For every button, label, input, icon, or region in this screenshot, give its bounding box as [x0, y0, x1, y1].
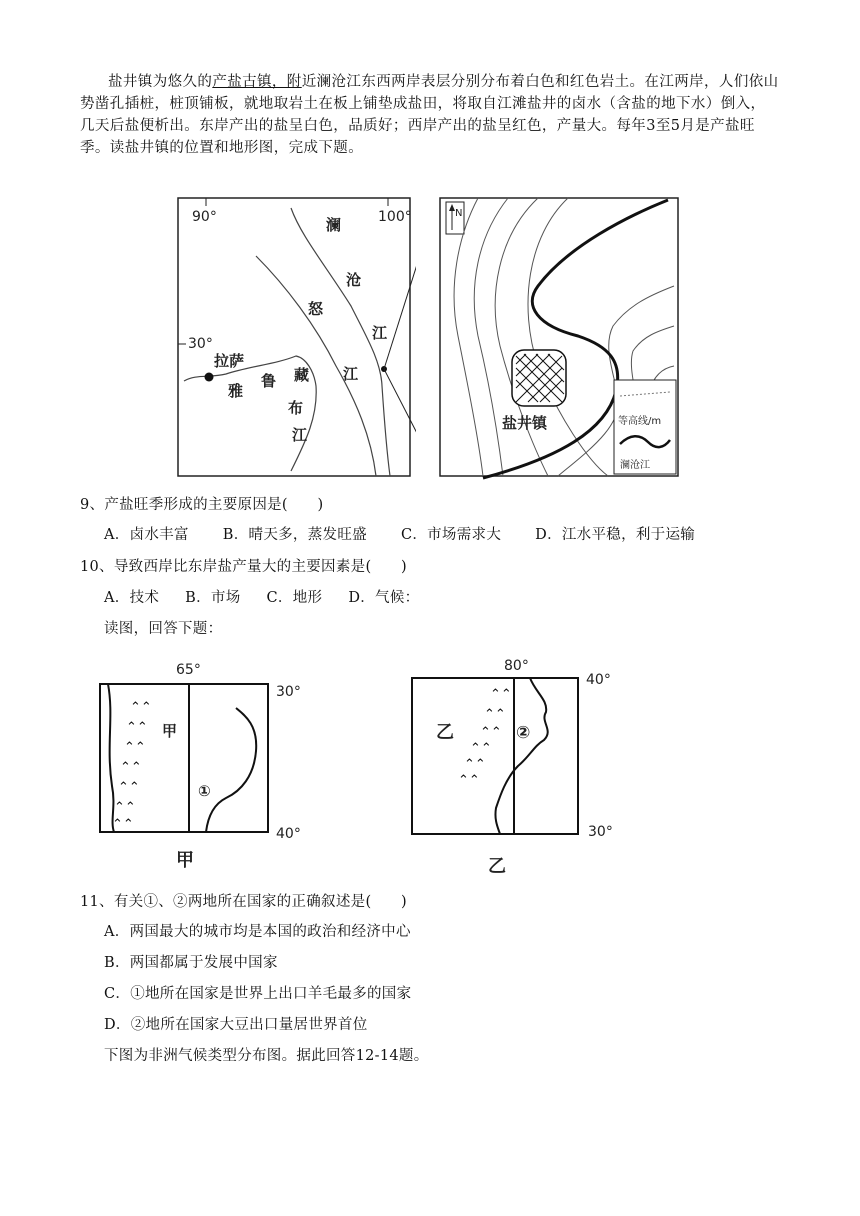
q10-stem: 10、导致西岸比东岸盐产量大的主要因素是( ) — [80, 559, 407, 575]
yi-region-label: 乙 — [436, 722, 454, 743]
intro-text-1: 盐井镇为悠久的 — [108, 74, 213, 90]
jia-region-label: 甲 — [162, 722, 178, 740]
lhasa-label: 拉萨 — [214, 352, 245, 370]
q11-option-a: A．两国最大的城市均是本国的政治和经济中心 — [104, 924, 411, 940]
svg-text:⌃⌃: ⌃⌃ — [484, 707, 506, 722]
q10-option-d: D．气候： — [348, 590, 420, 606]
q10-option-a: A．技术 — [104, 590, 160, 606]
lancang-char-3: 江 — [372, 324, 388, 342]
lat-30-label: 30° — [188, 336, 213, 352]
svg-text:⌃⌃: ⌃⌃ — [464, 757, 486, 772]
lhasa-dot — [205, 373, 214, 382]
svg-text:⌃⌃: ⌃⌃ — [124, 740, 146, 755]
yanjing-town-label: 盐井镇 — [502, 414, 548, 432]
yi-lon-label: 80° — [504, 658, 529, 674]
q10-option-b: B．市场 — [185, 590, 241, 606]
q9-option-a: A．卤水丰富 — [104, 527, 189, 543]
yarlung-char-5: 江 — [292, 426, 308, 444]
intro-paragraph — [80, 71, 780, 159]
nu-char-1: 怒 — [308, 300, 324, 318]
q9-stem: 9、产盐旺季形成的主要原因是( ) — [80, 497, 324, 513]
jia-lat-bottom-label: 40° — [276, 826, 301, 842]
q11-option-d: D．②地所在国家大豆出口量居世界首位 — [104, 1017, 368, 1033]
lon-100-label: 100° — [378, 209, 412, 225]
yarlung-char-3: 藏 — [294, 366, 310, 384]
africa-instruction: 下图为非洲气候类型分布图。据此回答12-14题。 — [104, 1048, 429, 1064]
intro-underlined: 产盐古镇，附 — [212, 74, 302, 90]
map-jia — [96, 656, 326, 876]
q11-stem: 11、有关①、②两地所在国家的正确叙述是( ) — [80, 894, 407, 910]
mountain-icons-jia — [112, 700, 152, 832]
svg-text:⌃⌃: ⌃⌃ — [120, 760, 142, 775]
topographic-map — [438, 196, 682, 481]
lon-90-label: 90° — [192, 209, 217, 225]
q9-options — [104, 525, 695, 545]
location-map — [176, 196, 416, 481]
legend-contour-label: 等高线/m — [618, 416, 662, 427]
yi-marker-2: ② — [516, 723, 531, 743]
jia-marker-1: ① — [198, 782, 211, 800]
yanjing-town-area — [512, 350, 566, 406]
lancang-char-2: 沧 — [346, 271, 362, 289]
svg-text:⌃⌃: ⌃⌃ — [114, 800, 136, 815]
q9-option-b: B．晴天多，蒸发旺盛 — [222, 527, 367, 543]
svg-text:⌃⌃: ⌃⌃ — [480, 725, 502, 740]
q10-option-c: C．地形 — [266, 590, 323, 606]
q9-option-c: C．市场需求大 — [400, 527, 502, 543]
intro-text-2: 近澜沧江东西两岸表层分别分布着白色和红色岩土。在江两岸，人们依山势凿孔插桩，桩顶铺板，就地取岩土在板上铺垫成盐田，将取自江滩盐井的卤水（含盐的地下水）倒入，几天后盐便析出。东岸产出的盐呈白色，品质好；西岸产出的盐呈红色，产量大。每年3至5月是产盐旺季。读盐井镇的位置和地形图，完成下题。 — [80, 74, 779, 156]
svg-text:⌃⌃: ⌃⌃ — [470, 741, 492, 756]
jia-lat-top-label: 30° — [276, 684, 301, 700]
lancang-char-1: 澜 — [326, 216, 342, 234]
q10-options — [104, 588, 419, 608]
north-label: N — [455, 208, 463, 219]
svg-text:⌃⌃: ⌃⌃ — [112, 817, 134, 832]
map-yi — [406, 648, 646, 878]
legend-river-label: 澜沧江 — [620, 460, 650, 471]
svg-text:⌃⌃: ⌃⌃ — [118, 780, 140, 795]
jia-caption: 甲 — [176, 850, 194, 871]
yi-lat-top-label: 40° — [586, 672, 611, 688]
yarlung-char-1: 雅 — [228, 382, 244, 400]
svg-text:⌃⌃: ⌃⌃ — [126, 720, 148, 735]
q9-option-d: D．江水平稳，利于运输 — [535, 527, 696, 543]
read-map-instruction: 读图，回答下题： — [104, 621, 223, 637]
yi-lat-bottom-label: 30° — [588, 824, 613, 840]
svg-text:⌃⌃: ⌃⌃ — [458, 773, 480, 788]
svg-text:⌃⌃: ⌃⌃ — [490, 687, 512, 702]
mountain-icons-yi — [458, 687, 512, 788]
svg-text:⌃⌃: ⌃⌃ — [130, 700, 152, 715]
yarlung-char-4: 布 — [288, 399, 304, 417]
jia-lon-label: 65° — [176, 662, 201, 678]
yarlung-char-2: 鲁 — [261, 372, 277, 390]
yi-caption: 乙 — [488, 856, 506, 877]
nu-char-2: 江 — [343, 365, 359, 383]
q11-option-c: C．①地所在国家是世界上出口羊毛最多的国家 — [104, 986, 412, 1002]
q11-option-b: B．两国都属于发展中国家 — [104, 955, 278, 971]
